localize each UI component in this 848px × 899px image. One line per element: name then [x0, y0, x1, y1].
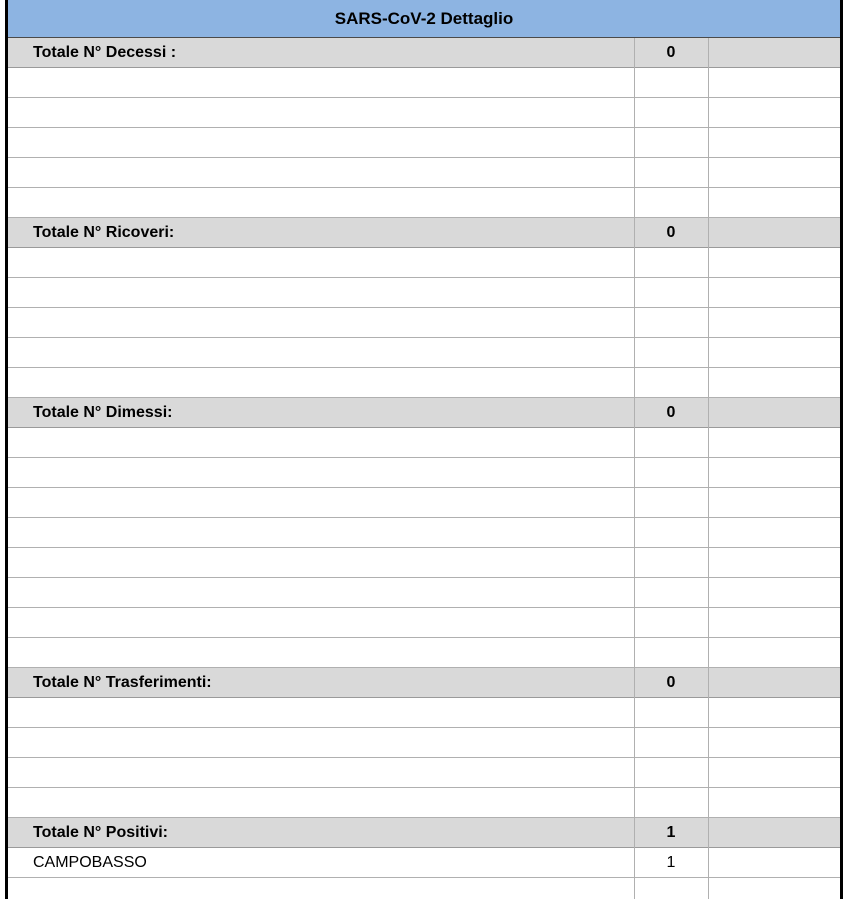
row-label	[33, 698, 633, 727]
table-row	[8, 428, 840, 458]
row-value	[634, 548, 708, 577]
table-row	[8, 758, 840, 788]
row-value	[634, 638, 708, 667]
row-value	[634, 428, 708, 457]
row-value	[634, 458, 708, 487]
table-row	[8, 698, 840, 728]
row-value	[634, 578, 708, 607]
table-row	[8, 878, 840, 899]
row-label	[33, 608, 633, 637]
row-value	[634, 128, 708, 157]
section-label: Totale N° Dimessi:	[33, 403, 173, 421]
section-label: Totale N° Trasferimenti:	[33, 673, 212, 691]
row-value	[634, 68, 708, 97]
left-border	[5, 0, 8, 899]
row-value: 1	[666, 853, 676, 871]
table-row	[8, 788, 840, 818]
column-divider	[708, 38, 709, 899]
table-row	[8, 338, 840, 368]
row-label	[33, 788, 633, 817]
section-total: 0	[666, 43, 676, 61]
section-total: 0	[666, 673, 676, 691]
row-value	[634, 278, 708, 307]
row-label	[33, 728, 633, 757]
table-row	[8, 608, 840, 638]
row-value	[634, 368, 708, 397]
row-value	[634, 248, 708, 277]
table-row	[8, 278, 840, 308]
section-total: 0	[666, 223, 676, 241]
section-label: Totale N° Decessi :	[33, 43, 177, 61]
row-value	[634, 878, 708, 899]
table-row	[8, 578, 840, 608]
row-label	[33, 338, 633, 367]
section-header-row	[8, 668, 840, 698]
row-value	[634, 158, 708, 187]
row-label	[33, 548, 633, 577]
row-label	[33, 578, 633, 607]
section-total: 0	[666, 403, 676, 421]
row-value	[634, 518, 708, 547]
row-label	[33, 278, 633, 307]
row-label	[33, 188, 633, 217]
row-label	[33, 68, 633, 97]
section-header-row	[8, 218, 840, 248]
row-label	[33, 128, 633, 157]
table-row	[8, 368, 840, 398]
right-border	[840, 0, 843, 899]
column-divider	[634, 38, 635, 899]
row-value	[634, 698, 708, 727]
section-header-row	[8, 38, 840, 68]
row-label	[33, 488, 633, 517]
row-value	[634, 188, 708, 217]
row-value	[634, 728, 708, 757]
row-value	[634, 308, 708, 337]
row-value	[634, 788, 708, 817]
table-row	[8, 308, 840, 338]
row-label: CAMPOBASSO	[33, 853, 147, 871]
section-header-row	[8, 818, 840, 848]
section-label: Totale N° Ricoveri:	[33, 223, 175, 241]
row-label	[33, 518, 633, 547]
section-label: Totale N° Positivi:	[33, 823, 169, 841]
table-row	[8, 488, 840, 518]
row-value	[634, 98, 708, 127]
table-row	[8, 728, 840, 758]
table-row	[8, 458, 840, 488]
table-row	[8, 188, 840, 218]
row-value	[634, 608, 708, 637]
row-label	[33, 368, 633, 397]
table-row	[8, 68, 840, 98]
row-label	[33, 158, 633, 187]
row-label	[33, 878, 633, 899]
row-label	[33, 458, 633, 487]
section-header-row	[8, 398, 840, 428]
sheet-title: SARS-CoV-2 Dettaglio	[8, 0, 840, 38]
table-row	[8, 128, 840, 158]
row-label	[33, 248, 633, 277]
row-label	[33, 428, 633, 457]
table-row	[8, 98, 840, 128]
row-label	[33, 98, 633, 127]
row-label	[33, 758, 633, 787]
section-total: 1	[666, 823, 676, 841]
row-value	[634, 488, 708, 517]
table-row	[8, 548, 840, 578]
row-label	[33, 638, 633, 667]
table-row	[8, 638, 840, 668]
row-value	[634, 758, 708, 787]
table-row	[8, 248, 840, 278]
row-value	[634, 338, 708, 367]
table-row	[8, 518, 840, 548]
table-row	[8, 158, 840, 188]
table-row	[8, 848, 840, 878]
row-label	[33, 308, 633, 337]
